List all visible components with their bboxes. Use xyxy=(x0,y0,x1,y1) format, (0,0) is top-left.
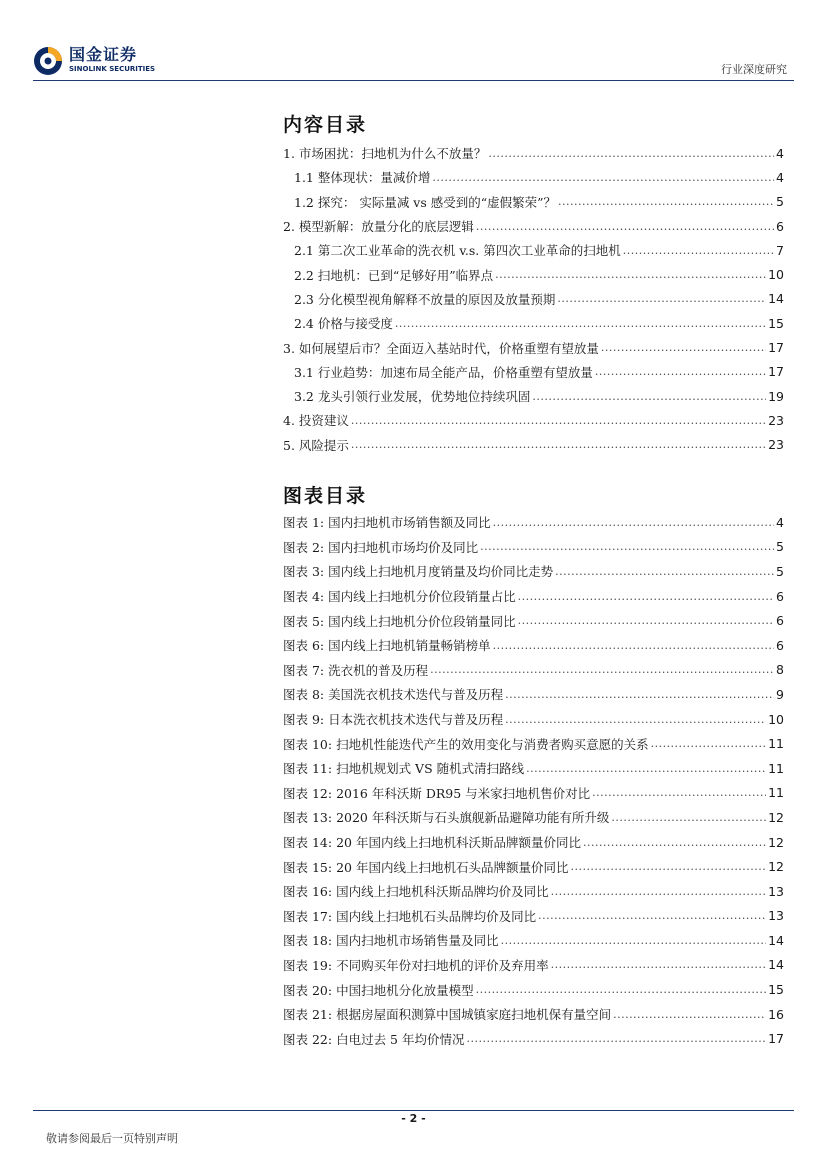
toc-entry[interactable] xyxy=(283,408,784,432)
figure-entry-label: 图表 3: 国内线上扫地机月度销量及均价同比走势 xyxy=(283,564,554,580)
figure-entry-page: 8 xyxy=(776,662,784,678)
dot-leader xyxy=(466,1032,766,1045)
sinolink-logo-icon xyxy=(33,46,63,76)
figure-entry-page: 6 xyxy=(776,637,784,653)
toc-entry[interactable] xyxy=(283,433,784,457)
figure-entry[interactable] xyxy=(283,731,784,756)
toc-entry-page: 23 xyxy=(768,437,784,453)
toc-entry-page: 17 xyxy=(768,340,784,356)
dot-leader xyxy=(613,1008,766,1021)
dot-leader xyxy=(551,958,767,971)
toc-entry[interactable] xyxy=(283,190,784,214)
toc-entry-page: 10 xyxy=(768,267,784,283)
toc-entry-label: 2.1 第二次工业革命的洗衣机 v.s. 第四次工业革命的扫地机 xyxy=(294,243,621,259)
toc-entry[interactable] xyxy=(283,311,784,335)
figure-entry[interactable] xyxy=(283,953,784,978)
toc-entry[interactable] xyxy=(283,238,784,262)
toc-entry-page: 14 xyxy=(768,291,784,307)
dot-leader xyxy=(518,614,774,627)
figure-entry[interactable] xyxy=(283,608,784,633)
figure-entry-label: 图表 18: 国内扫地机市场销售量及同比 xyxy=(283,933,499,949)
figure-entry[interactable] xyxy=(283,510,784,535)
toc-entry[interactable] xyxy=(283,384,784,408)
figures-list xyxy=(283,510,784,1051)
figure-entry-label: 图表 10: 扫地机性能迭代产生的效用变化与消费者购买意愿的关系 xyxy=(283,736,649,752)
toc-entry-label: 2.3 分化模型视角解释不放量的原因及放量预期 xyxy=(294,291,556,307)
figure-entry[interactable] xyxy=(283,781,784,806)
figure-entry-page: 12 xyxy=(768,809,784,825)
figure-entry-label: 图表 11: 扫地机规划式 VS 随机式清扫路线 xyxy=(283,761,525,777)
dot-leader xyxy=(611,811,766,824)
dot-leader xyxy=(395,317,766,330)
figure-entry-page: 12 xyxy=(768,834,784,850)
dot-leader xyxy=(493,516,774,529)
figure-entry-label: 图表 9: 日本洗衣机技术迭代与普及历程 xyxy=(283,712,504,728)
page-number: - 2 - xyxy=(401,1112,426,1125)
dot-leader xyxy=(558,195,774,208)
figure-entry-page: 6 xyxy=(776,613,784,629)
toc-entry-page: 19 xyxy=(768,388,784,404)
toc-entry-page: 23 xyxy=(768,412,784,428)
figure-entry-page: 16 xyxy=(768,1006,784,1022)
dot-leader xyxy=(592,786,766,799)
figure-entry-page: 14 xyxy=(768,932,784,948)
toc-entry-label: 2.4 价格与接受度 xyxy=(294,316,393,332)
dot-leader xyxy=(526,762,766,775)
toc-entry-label: 1.2 探究： 实际量减 vs 感受到的“虚假繁荣”？ xyxy=(294,194,557,210)
dot-leader xyxy=(583,836,766,849)
figure-entry[interactable] xyxy=(283,535,784,560)
toc-entry-page: 5 xyxy=(776,194,784,210)
figure-entry[interactable] xyxy=(283,904,784,929)
figure-entry-page: 11 xyxy=(768,785,784,801)
dot-leader xyxy=(651,737,767,750)
figures-title: 图表目录 xyxy=(283,485,368,507)
dot-leader xyxy=(351,438,766,451)
dot-leader xyxy=(570,860,766,873)
dot-leader xyxy=(501,934,767,947)
toc-entry-page: 15 xyxy=(768,315,784,331)
figure-entry-page: 5 xyxy=(776,539,784,555)
figure-entry-page: 17 xyxy=(768,1031,784,1047)
toc-list xyxy=(283,141,784,457)
dot-leader xyxy=(595,365,766,378)
figure-entry-label: 图表 17: 国内线上扫地机石头品牌均价及同比 xyxy=(283,908,537,924)
dot-leader xyxy=(505,713,766,726)
footer-disclaimer: 敬请参阅最后一页特别声明 xyxy=(46,1132,178,1145)
dot-leader xyxy=(432,171,774,184)
figure-entry[interactable] xyxy=(283,584,784,609)
figure-entry-label: 图表 5: 国内线上扫地机分价位段销量同比 xyxy=(283,613,516,629)
toc-entry-label: 2.2 扫地机：已到“足够好用”临界点 xyxy=(294,267,494,283)
toc-entry-page: 7 xyxy=(776,242,784,258)
toc-entry-label: 3.1 行业趋势：加速布局全能产品，价格重塑有望放量 xyxy=(294,364,593,380)
footer-divider xyxy=(33,1110,794,1111)
figure-entry[interactable] xyxy=(283,854,784,879)
toc-entry-label: 4. 投资建议 xyxy=(283,413,349,429)
figure-entry-page: 13 xyxy=(768,908,784,924)
dot-leader xyxy=(557,292,766,305)
figure-entry-label: 图表 20: 中国扫地机分化放量模型 xyxy=(283,982,474,998)
figure-entry-label: 图表 19: 不同购买年份对扫地机的评价及弃用率 xyxy=(283,957,549,973)
brand-name-en: SINOLINK SECURITIES xyxy=(69,65,156,73)
dot-leader xyxy=(505,688,774,701)
toc-entry[interactable] xyxy=(283,165,784,189)
dot-leader xyxy=(493,639,774,652)
figure-entry[interactable] xyxy=(283,805,784,830)
figure-entry-page: 9 xyxy=(776,686,784,702)
figure-entry-page: 4 xyxy=(776,514,784,530)
figure-entry-page: 12 xyxy=(768,859,784,875)
figure-entry[interactable] xyxy=(283,879,784,904)
toc-entry-label: 1.1 整体现状：量减价增 xyxy=(294,170,431,186)
figure-entry-page: 5 xyxy=(776,563,784,579)
toc-entry-page: 4 xyxy=(776,169,784,185)
toc-entry-page: 4 xyxy=(776,145,784,161)
toc-entry-label: 5. 风险提示 xyxy=(283,437,349,453)
figure-entry[interactable] xyxy=(283,928,784,953)
dot-leader xyxy=(532,390,766,403)
figure-entry-page: 14 xyxy=(768,957,784,973)
figure-entry-page: 10 xyxy=(768,711,784,727)
figure-entry-page: 6 xyxy=(776,588,784,604)
figure-entry[interactable] xyxy=(283,707,784,732)
figure-entry-label: 图表 14: 20 年国内线上扫地机科沃斯品牌额量价同比 xyxy=(283,835,581,851)
figure-entry-label: 图表 7: 洗衣机的普及历程 xyxy=(283,662,429,678)
figure-entry[interactable] xyxy=(283,658,784,683)
figure-entry-label: 图表 16: 国内线上扫地机科沃斯品牌均价及同比 xyxy=(283,884,549,900)
figure-entry-label: 图表 22: 白电过去 5 年均价情况 xyxy=(283,1031,465,1047)
toc-entry[interactable] xyxy=(283,360,784,384)
dot-leader xyxy=(601,341,766,354)
toc-entry[interactable] xyxy=(283,214,784,238)
figure-entry[interactable] xyxy=(283,977,784,1002)
toc-entry-label: 3.2 龙头引领行业发展，优势地位持续巩固 xyxy=(294,389,531,405)
dot-leader xyxy=(555,565,774,578)
dot-leader xyxy=(518,590,774,603)
figure-entry[interactable] xyxy=(283,682,784,707)
dot-leader xyxy=(623,244,774,257)
figure-entry-label: 图表 4: 国内线上扫地机分价位段销量占比 xyxy=(283,589,516,605)
figure-entry-page: 11 xyxy=(768,736,784,752)
figure-entry[interactable] xyxy=(283,756,784,781)
dot-leader xyxy=(351,414,766,427)
dot-leader xyxy=(538,909,766,922)
figure-entry[interactable] xyxy=(283,1002,784,1027)
figure-entry[interactable] xyxy=(283,633,784,658)
dot-leader xyxy=(488,147,774,160)
dot-leader xyxy=(551,885,767,898)
figure-entry-label: 图表 12: 2016 年科沃斯 DR95 与米家扫地机售价对比 xyxy=(283,785,591,801)
dot-leader xyxy=(430,663,774,676)
dot-leader xyxy=(476,220,774,233)
figure-entry-label: 图表 15: 20 年国内线上扫地机石头品牌额量价同比 xyxy=(283,859,569,875)
toc-entry-page: 17 xyxy=(768,364,784,380)
figure-entry[interactable] xyxy=(283,1026,784,1051)
figure-entry-label: 图表 13: 2020 年科沃斯与石头旗舰新品避障功能有所升级 xyxy=(283,810,610,826)
dot-leader xyxy=(476,983,767,996)
figure-entry-label: 图表 2: 国内扫地机市场均价及同比 xyxy=(283,539,479,555)
brand-name-cn: 国金证券 xyxy=(69,45,138,64)
toc-entry-label: 2. 模型新解：放量分化的底层逻辑 xyxy=(283,219,474,235)
figure-entry-label: 图表 8: 美国洗衣机技术迭代与普及历程 xyxy=(283,687,504,703)
toc-entry-label: 3. 如何展望后市？全面迈入基站时代，价格重塑有望放量 xyxy=(283,340,599,356)
figure-entry[interactable] xyxy=(283,559,784,584)
figure-entry-page: 15 xyxy=(768,982,784,998)
toc-title: 内容目录 xyxy=(283,114,368,136)
figure-entry-page: 13 xyxy=(768,883,784,899)
figure-entry-label: 图表 6: 国内线上扫地机销量畅销榜单 xyxy=(283,638,491,654)
figure-entry-page: 11 xyxy=(768,760,784,776)
dot-leader xyxy=(480,540,774,553)
toc-entry-page: 6 xyxy=(776,218,784,234)
toc-entry[interactable] xyxy=(283,141,784,165)
figure-entry[interactable] xyxy=(283,830,784,855)
dot-leader xyxy=(495,268,766,281)
figure-entry-label: 图表 1: 国内扫地机市场销售额及同比 xyxy=(283,515,491,531)
toc-entry[interactable] xyxy=(283,287,784,311)
toc-entry[interactable] xyxy=(283,262,784,286)
toc-entry-label: 1. 市场困扰：扫地机为什么不放量？ xyxy=(283,146,487,162)
figure-entry-label: 图表 21: 根据房屋面积测算中国城镇家庭扫地机保有量空间 xyxy=(283,1007,612,1023)
report-type: 行业深度研究 xyxy=(721,63,787,76)
toc-entry[interactable] xyxy=(283,335,784,359)
header-divider xyxy=(33,80,794,81)
